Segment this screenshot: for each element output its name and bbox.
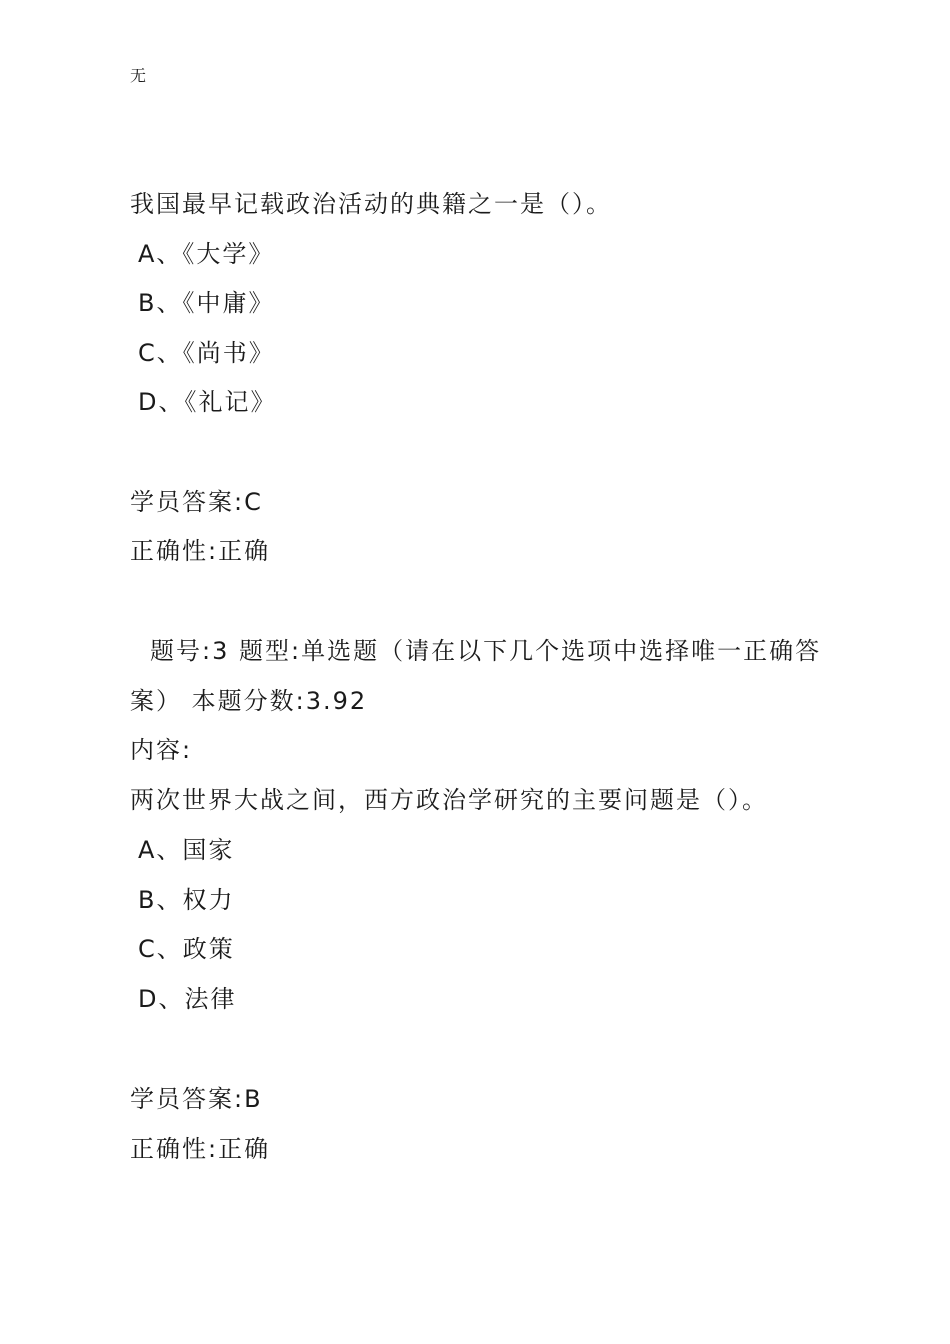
- option-c: C、《尚书》: [138, 339, 275, 367]
- option-d: D、《礼记》: [138, 388, 277, 416]
- option-d: D、法律: [138, 985, 237, 1013]
- option-b: B、《中庸》: [138, 289, 275, 317]
- student-answer: 学员答案:C: [130, 488, 263, 516]
- question-text: 我国最早记载政治活动的典籍之一是（）。: [130, 190, 612, 218]
- correctness: 正确性:正确: [130, 537, 271, 565]
- question-text: 两次世界大战之间，西方政治学研究的主要问题是（）。: [130, 786, 768, 814]
- option-a: A、《大学》: [138, 240, 275, 268]
- option-c: C、政策: [138, 935, 235, 963]
- question-header: 题号:3 题型:单选题（请在以下几个选项中选择唯一正确答: [150, 637, 822, 665]
- option-b: B、权力: [138, 886, 235, 914]
- option-a: A、国家: [138, 836, 235, 864]
- content-label: 内容:: [130, 736, 193, 764]
- top-note: 无: [130, 66, 147, 85]
- question-header-cont: 案） 本题分数:3.92: [130, 687, 368, 715]
- correctness: 正确性:正确: [130, 1135, 271, 1163]
- student-answer: 学员答案:B: [130, 1085, 263, 1113]
